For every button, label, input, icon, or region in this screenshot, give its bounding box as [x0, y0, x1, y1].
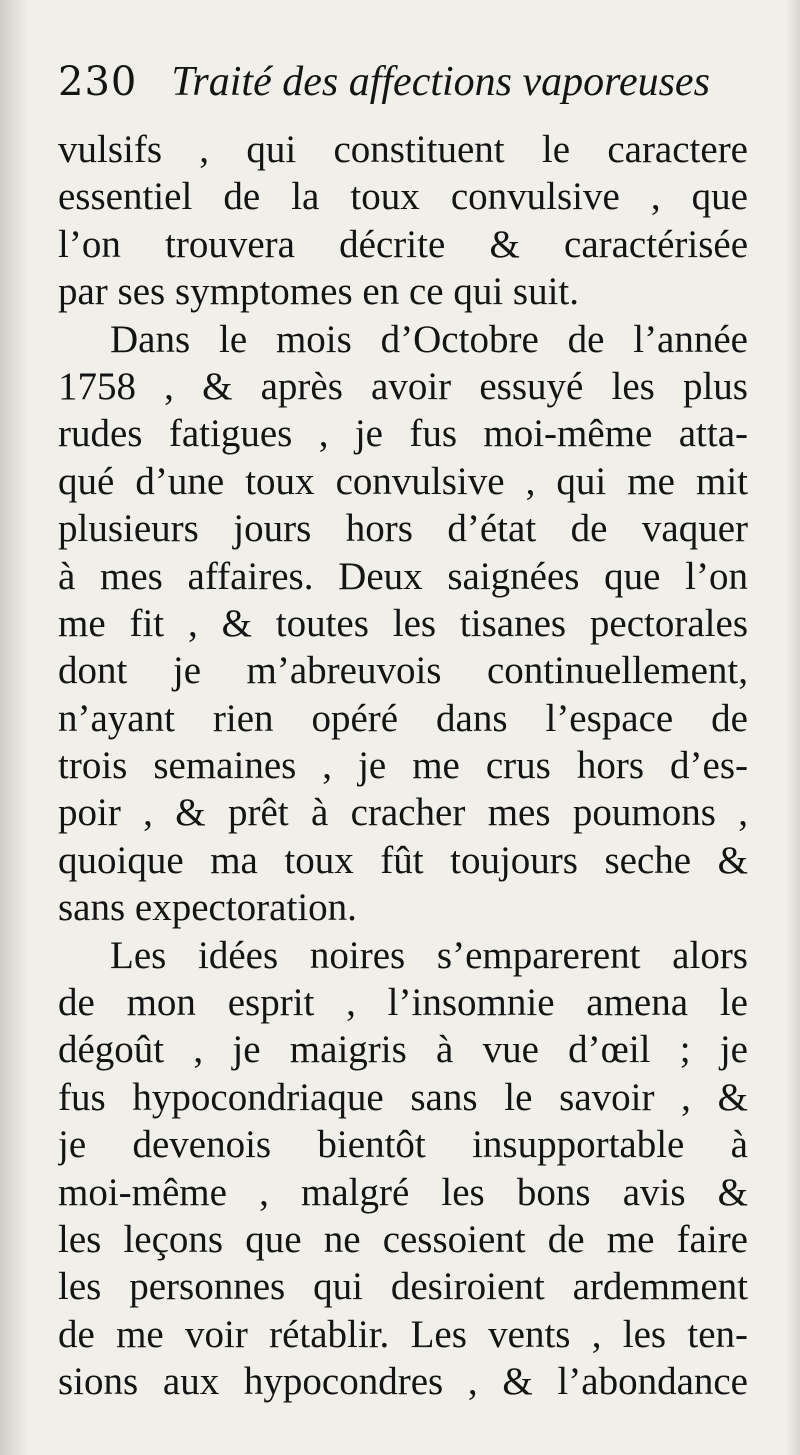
text-line: sans expectoration. [58, 886, 357, 930]
text-line: poir , & prêt à cracher mes poumons , [58, 791, 748, 835]
text-line: rudes fatigues , je fus moi-même atta- [58, 412, 748, 456]
running-header [58, 52, 748, 112]
running-title: Traité des affections vaporeuses [171, 59, 710, 105]
text-line: sions aux hypocondres , & l’abondance [58, 1360, 748, 1404]
text-line: fus hypocondriaque sans le savoir , & [58, 1075, 748, 1119]
text-line: trois semaines , je me crus hors d’es- [58, 744, 748, 788]
text-line: je devenois bientôt insupportable à [58, 1123, 748, 1167]
text-line: à mes affaires. Deux saignées que l’on [58, 554, 748, 598]
page-edge [786, 0, 800, 1455]
text-line: dont je m’abreuvois continuellement, [58, 649, 748, 693]
text-line: de me voir rétablir. Les vents , les ten- [58, 1312, 748, 1356]
text-line: qué d’une toux convulsive , qui me mit [58, 459, 748, 503]
text-line: n’ayant rien opéré dans l’espace de [58, 696, 748, 740]
text-line: les personnes qui desiroient ardemment [58, 1265, 748, 1309]
spine-shadow [0, 0, 28, 1455]
body-text [58, 126, 748, 1406]
text-line: de mon esprit , l’insomnie amena le [58, 981, 748, 1025]
paragraph-start-line: Dans le mois d’Octobre de l’année [110, 317, 748, 361]
text-line: les leçons que ne cessoient de me faire [58, 1217, 748, 1261]
page-number: 230 [58, 59, 138, 105]
text-line: l’on trouvera décrite & caractérisée [58, 222, 748, 266]
paragraph-start-line: Les idées noires s’emparerent alors [110, 933, 748, 977]
text-line: dégoût , je maigris à vue d’œil ; je [58, 1028, 748, 1072]
text-line: me fit , & toutes les tisanes pectorales [58, 601, 748, 645]
text-line: par ses symptomes en ce qui suit. [58, 270, 579, 314]
text-line: essentiel de la toux convulsive , que [58, 175, 748, 219]
text-line: plusieurs jours hors d’état de vaquer [58, 507, 748, 551]
text-line: 1758 , & après avoir essuyé les plus [58, 364, 748, 408]
text-line: vulsifs , qui constituent le caractere [58, 128, 748, 171]
text-line: quoique ma toux fût toujours seche & [58, 838, 748, 882]
text-line: moi-même , malgré les bons avis & [58, 1170, 748, 1214]
